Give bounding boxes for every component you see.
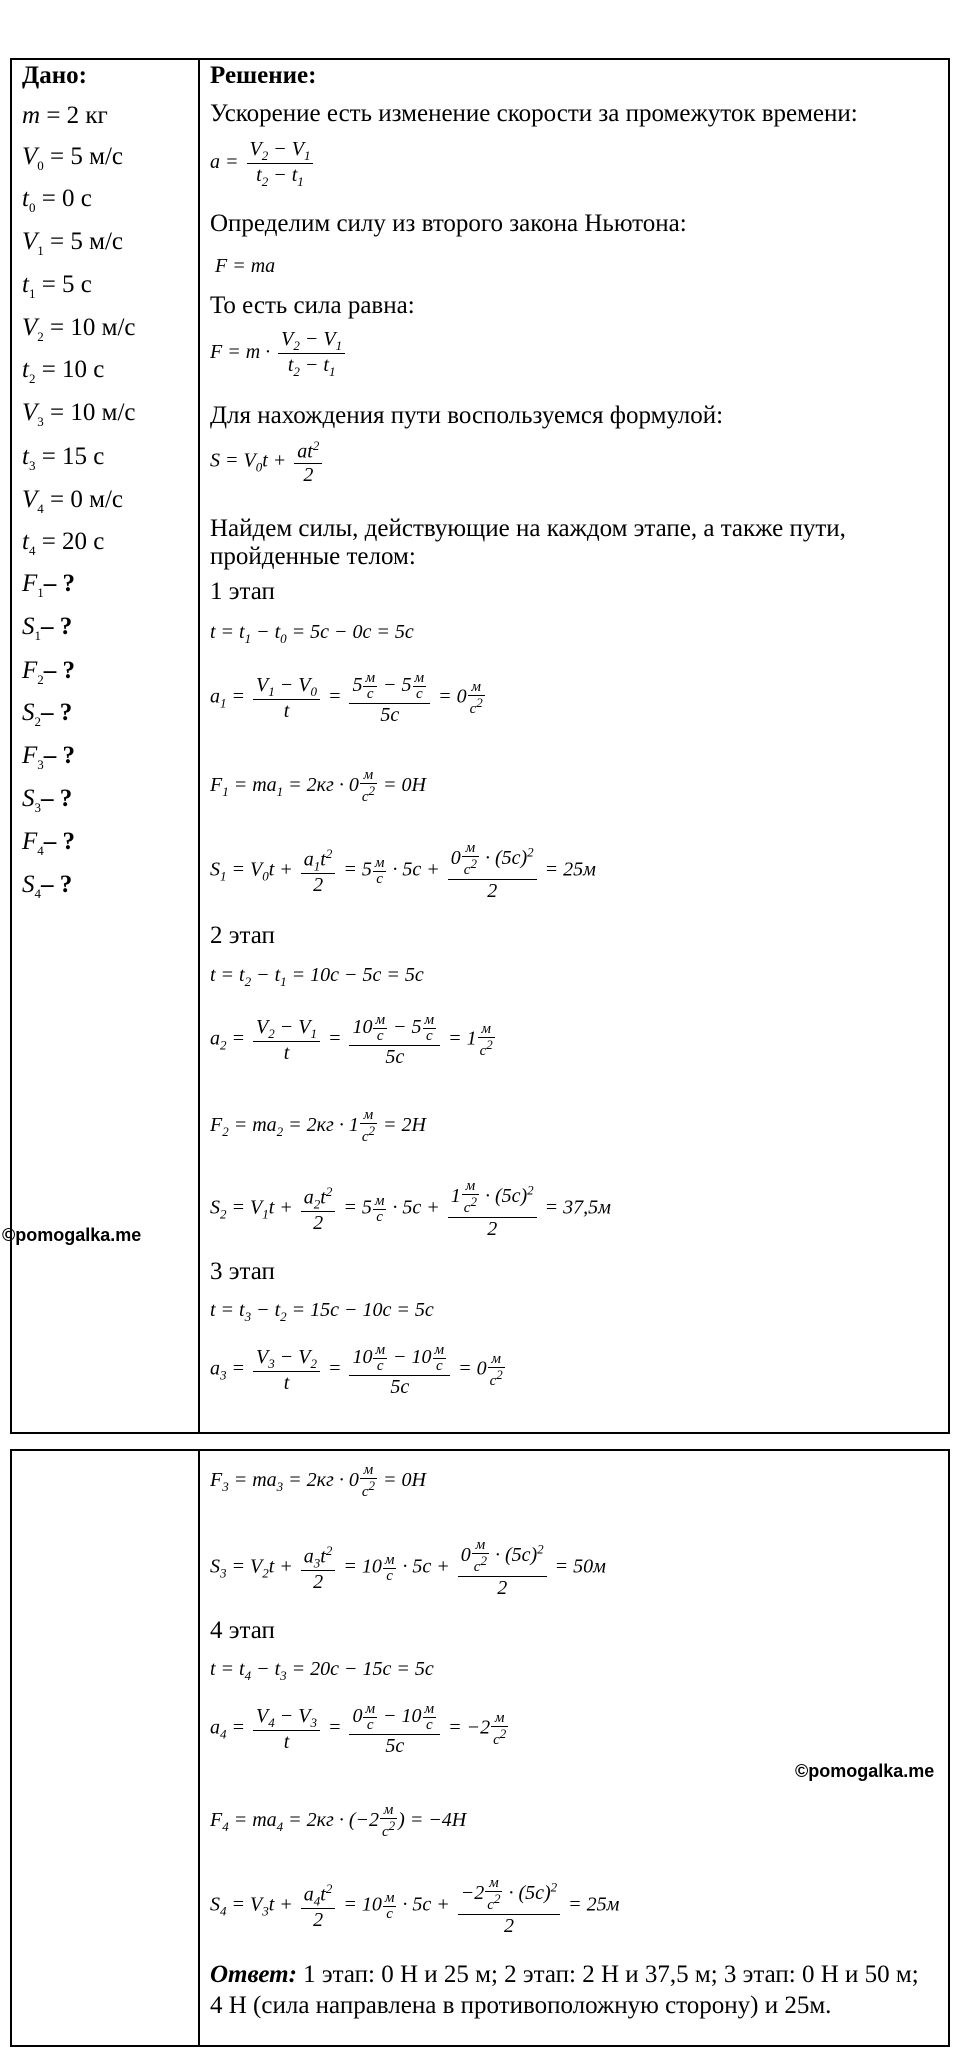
given-item: $F_1-$ ? xyxy=(22,570,76,600)
stage-3-heading: 3 этап xyxy=(210,1258,275,1285)
given-column-empty xyxy=(12,1451,200,2045)
formula-s2: $S_2 = V_1t$ + $\frac{a_2t^2}{2}$ = 5 $\frac{м}{с}$ · 5c + 1 $\frac{м}{c^2}$ · $(5c)^2$ 2 = 37,5м xyxy=(210,1178,611,1240)
solution-title: Решение: xyxy=(210,62,317,89)
formula-t2: $t = t_2 - t_1 = 10c - 5c = 5c$ xyxy=(210,964,424,989)
formula-f3: $F_3 = ma_3 = 2кг \cdot 0$ $\frac{м}{c^2}$ = 0H xyxy=(210,1462,426,1500)
given-item: $F_4-$ ? xyxy=(22,828,76,858)
formula-a3: $a_3$ = $\frac{V_3 - V_2}{t}$ = 10 $\frac{м}{с}$ − 10 $\frac{м}{с}$ 5c = 0 $\frac{м}{c^2}$ xyxy=(210,1342,503,1398)
given-item: $V_2 = 10$ м/с xyxy=(22,314,136,344)
formula-f4: $F_4 = ma_4 = 2кг \cdot (-2$ $\frac{м}{c^2}$ ) = −4H xyxy=(210,1802,467,1840)
solution-table-page-2 xyxy=(10,1449,950,2047)
given-item: $F_3-$ ? xyxy=(22,742,76,772)
text-find-1: Найдем силы, действующие на каждом этапе, а также пути, xyxy=(210,515,846,542)
formula-f1: $F_1 = ma_1 = 2кг \cdot 0$ $\frac{м}{c^2}$ = 0H xyxy=(210,767,426,805)
watermark-left: ©pomogalka.me xyxy=(2,1225,142,1245)
given-item: $V_4 = 0$ м/с xyxy=(22,486,123,516)
given-item: $S_1-$ ? xyxy=(22,613,73,643)
formula-t4: $t = t_4 - t_3 = 20c - 15c = 5c$ xyxy=(210,1658,434,1683)
given-item: $t_1 = 5$ с xyxy=(22,271,92,301)
given-item: $S_4-$ ? xyxy=(22,871,73,901)
formula-t1: $t = t_1 - t_0 = 5c - 0c = 5c$ xyxy=(210,621,414,646)
solution-column-continued xyxy=(200,1451,948,2045)
watermark-right: ©pomogalka.me xyxy=(795,1761,935,1781)
text-path: Для нахождения пути воспользуемся формулой: xyxy=(210,402,724,429)
formula-acceleration: a = $\frac{V_2 - V_1}{t_2 - t_1}$ xyxy=(210,138,316,189)
text-find-2: пройденные телом: xyxy=(210,543,416,570)
given-title: Дано: xyxy=(22,62,87,89)
given-item: m = 2 кг xyxy=(22,102,108,129)
given-item: $V_1 = 5$ м/с xyxy=(22,228,123,258)
formula-force: F = m · $\frac{V_2 - V_1}{t_2 - t_1}$ xyxy=(210,328,348,379)
formula-a2: $a_2$ = $\frac{V_2 - V_1}{t}$ = 10 $\frac{м}{с}$ − 5 $\frac{м}{с}$ 5c = 1 $\frac{м}{c^2}$ xyxy=(210,1012,493,1068)
formula-t3: $t = t_3 - t_2 = 15c - 10c = 5c$ xyxy=(210,1299,434,1324)
answer-text: 1 этап: 0 Н и 25 м; 2 этап: 2 Н и 37,5 м; 3 этап: 0 Н и 50 м; 4 Н (сила направлена в противоположную сторону) и 25м. xyxy=(210,1961,919,2019)
formula-s3: $S_3 = V_2t$ + $\frac{a_3t^2}{2}$ = 10 $\frac{м}{с}$ · 5c + 0 $\frac{м}{c^2}$ · $(5c)^2$ 2 = 50м xyxy=(210,1537,606,1599)
formula-a1: $a_1$ = $\frac{V_1 - V_0}{t}$ = 5 $\frac{м}{с}$ − 5 $\frac{м}{с}$ 5c = 0 $\frac{м}{c^2}$ xyxy=(210,670,483,726)
formula-newton: F = ma xyxy=(210,255,276,277)
text-acceleration: Ускорение есть изменение скорости за промежуток времени: xyxy=(210,100,858,127)
text-force: То есть сила равна: xyxy=(210,292,415,319)
given-item: $V_3 = 10$ м/с xyxy=(22,399,136,429)
formula-f2: $F_2 = ma_2 = 2кг \cdot 1$ $\frac{м}{c^2}$ = 2H xyxy=(210,1107,426,1145)
given-item: $t_2 = 10$ с xyxy=(22,356,105,386)
given-item: $V_0 = 5$ м/с xyxy=(22,143,123,173)
formula-s1: $S_1 = V_0t$ + $\frac{a_1t^2}{2}$ = 5 $\frac{м}{с}$ · 5c + 0 $\frac{м}{c^2}$ · $(5c)^2$ 2 = 25м xyxy=(210,840,596,902)
formula-path: $S = V_0t$ + $\frac{at^2}{2}$ xyxy=(210,438,325,486)
answer-label: Ответ: xyxy=(210,1961,297,1988)
formula-a4: $a_4$ = $\frac{V_4 - V_3}{t}$ = 0 $\frac{м}{с}$ − 10 $\frac{м}{с}$ 5c = −2 $\frac{м}{c^2}$ xyxy=(210,1701,507,1757)
given-item: $S_3-$ ? xyxy=(22,785,73,815)
stage-2-heading: 2 этап xyxy=(210,922,275,949)
given-item: $S_2-$ ? xyxy=(22,699,73,729)
solution-column xyxy=(200,60,948,1432)
stage-1-heading: 1 этап xyxy=(210,578,275,605)
given-item: $t_4 = 20$ с xyxy=(22,528,105,558)
given-item: $F_2-$ ? xyxy=(22,657,76,687)
formula-s4: $S_4 = V_3t$ + $\frac{a_4t^2}{2}$ = 10 $\frac{м}{с}$ · 5c + −2 $\frac{м}{c^2}$ · $(5c)^2$ 2 = 25м xyxy=(210,1875,620,1937)
stage-4-heading: 4 этап xyxy=(210,1617,275,1644)
given-item: $t_3 = 15$ с xyxy=(22,443,105,473)
text-newton: Определим силу из второго закона Ньютона: xyxy=(210,210,687,237)
solution-table-page-1 xyxy=(10,58,950,1434)
given-item: $t_0 = 0$ с xyxy=(22,185,92,215)
answer xyxy=(210,1959,930,2021)
